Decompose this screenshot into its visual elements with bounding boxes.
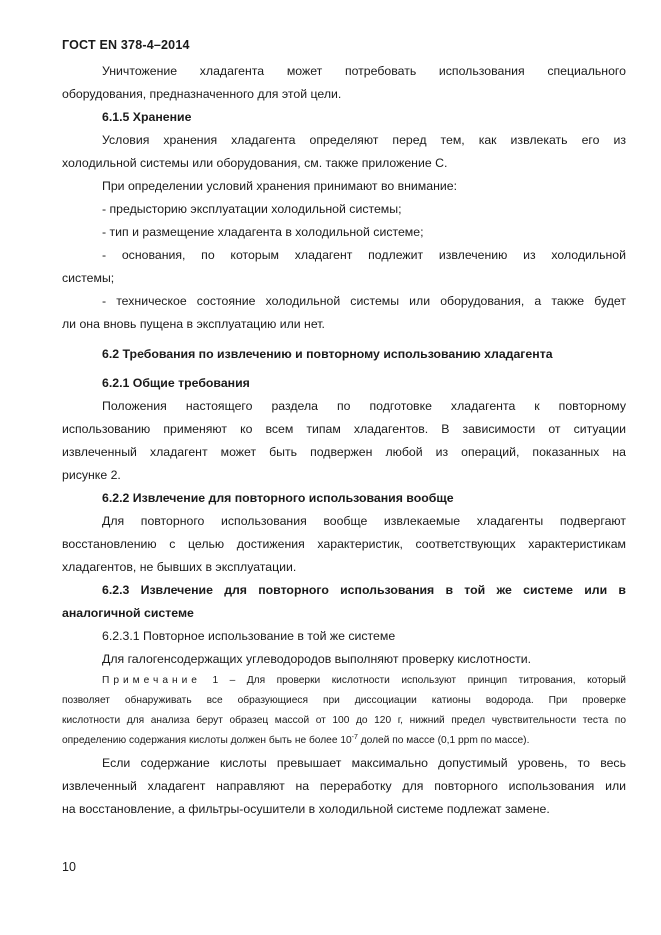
paragraph-line: Если содержание кислоты превышает максимально допустимый уровень, то весь: [102, 756, 626, 770]
paragraph-line: извлеченный хладагент может быть подвержен любой из операций, показанных на: [62, 445, 626, 459]
list-item: - основания, по которым хладагент подлежит извлечению из холодильной: [102, 248, 626, 262]
note-line: [62, 733, 529, 749]
paragraph-line: рисунке 2.: [62, 468, 121, 482]
list-item-continuation: системы;: [62, 271, 115, 285]
paragraph-line: использованию применяют ко всем типам хладагентов. В зависимости от ситуации: [62, 422, 626, 436]
paragraph-line: на восстановление, а фильтры-осушители в холодильной системе подлежат замене.: [62, 802, 550, 816]
section-heading-6-2: 6.2 Требования по извлечению и повторному использованию хладагента: [102, 347, 553, 361]
standard-header: ГОСТ EN 378-4–2014: [62, 38, 190, 52]
paragraph-line: извлеченный хладагент направляют на переработку для повторного использования или: [62, 779, 626, 793]
note-line: позволяет обнаруживать все образующиеся при диссоциации катионы водорода. При проверке: [62, 695, 626, 706]
section-heading-6-1-5: 6.1.5 Хранение: [102, 110, 192, 124]
note-text: долей по массе (0,1 ppm по массе).: [357, 735, 530, 746]
subsection-heading-6-2-3-1: 6.2.3.1 Повторное использование в той же системе: [102, 629, 396, 643]
note-line: кислотности для анализа берут образец массой от 100 до 120 г, нижний предел чувствительности теста по: [62, 715, 626, 726]
page-number: 10: [62, 860, 76, 874]
note-text: определению содержания кислоты должен быть не более 10: [62, 735, 352, 746]
list-item: - предысторию эксплуатации холодильной системы;: [102, 202, 402, 216]
note-line: [102, 673, 626, 689]
paragraph-line: Для повторного использования вообще извлекаемые хладагенты подвергают: [102, 514, 626, 528]
note-text: 1 – Для проверки кислотности используют принцип титрования, который: [200, 675, 626, 686]
list-item: - техническое состояние холодильной системы или оборудования, а также будет: [102, 294, 626, 308]
paragraph-line: хладагентов, не бывших в эксплуатации.: [62, 560, 297, 574]
paragraph-line: Уничтожение хладагента может потребовать использования специального: [102, 64, 626, 78]
note-exponent: -7: [351, 734, 358, 741]
section-heading-6-2-2: 6.2.2 Извлечение для повторного использования вообще: [102, 491, 454, 505]
section-heading-6-2-3-cont: аналогичной системе: [62, 606, 194, 620]
paragraph-line: оборудования, предназначенного для этой цели.: [62, 87, 342, 101]
list-item: - тип и размещение хладагента в холодильной системе;: [102, 225, 424, 239]
paragraph-line: восстановлению с целью достижения характеристик, соответствующих характеристикам: [62, 537, 626, 551]
paragraph-line: Для галогенсодержащих углеводородов выполняют проверку кислотности.: [102, 652, 532, 666]
section-heading-6-2-3: 6.2.3 Извлечение для повторного использования в той же системе или в: [102, 583, 626, 597]
paragraph-line: При определении условий хранения принимают во внимание:: [102, 179, 457, 193]
paragraph-line: Положения настоящего раздела по подготовке хладагента к повторному: [102, 399, 626, 413]
paragraph-line: холодильной системы или оборудования, см. также приложение С.: [62, 156, 448, 170]
paragraph-line: Условия хранения хладагента определяют перед тем, как извлекать его из: [102, 133, 626, 147]
note-label: Примечание: [102, 675, 201, 686]
list-item-continuation: ли она вновь пущена в эксплуатацию или нет.: [62, 317, 325, 331]
section-heading-6-2-1: 6.2.1 Общие требования: [102, 376, 250, 390]
